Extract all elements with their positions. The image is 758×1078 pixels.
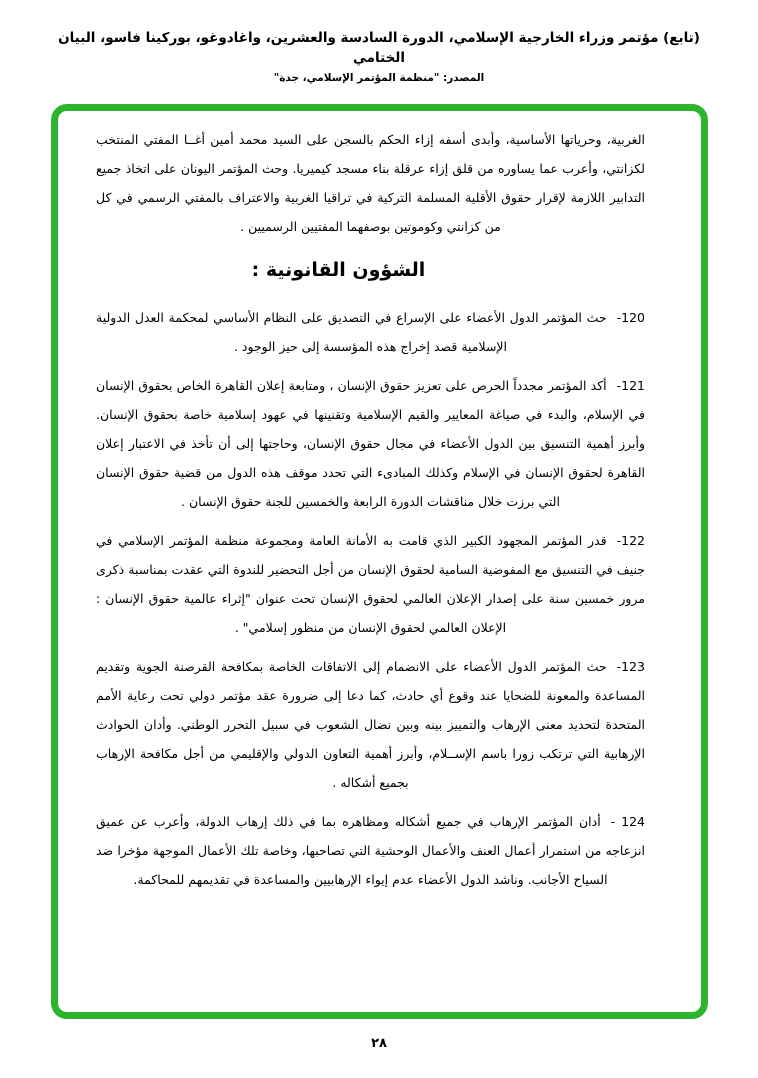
paragraph-123-text: حث المؤتمر الدول الأعضاء على الانضمام إلى الاتفاقات الخاصة بمكافحة القرصنة الجوية وتقديم المساعدة والمعونة للضحايا عند وقوع أي حادث، كما دعا إلى ضرورة عقد مؤتمر دولي تحت رعاية الأمم المتحدة لتحديد معنى الإرهاب والتمييز بينه وبين نضال الشعوب في سبيل التحرر الوطني. وأدان الحوادث الإرهابية التي ترتكب زورا باسم الإســلام، وأبرز أهمية التعاون الدولي والإقليمي من أجل مكافحة الإرهاب بجميع أشكاله . [96,659,645,790]
content-frame [51,104,708,1019]
paragraph-122 [96,526,645,642]
paragraph-124 [96,807,645,894]
intro-paragraph: الغربية، وحرياتها الأساسية، وأبدى أسفه إزاء الحكم بالسجن على السيد محمد أمين أغــا المفتي المنتخب لكزانتي، وأعرب عما يساوره من قلق إزاء عرقلة بناء مسجد كيميريا. وحث المؤتمر اليونان على اتخاذ جميع التدابير اللازمة لإقرار حقوق الأقلية المسلمة التركية في تراقيا الغربية والاعتراف بالمفتي الرسمي في كل من كزانتي وكوموتين بوصفهما المفتيين الرسميين . [96,132,645,234]
paragraph-122-text: قدر المؤتمر المجهود الكبير الذي قامت به الأمانة العامة ومجموعة منظمة المؤتمر الإسلامي في جنيف في التنسيق مع المفوضية السامية لحقوق الإنسان من أجل التحضير للندوة التي عقدت بمناسبة ذكرى مرور خمسين سنة على إصدار الإعلان العالمي لحقوق الإنسان تحت عنوان "إثراء عالمية حقوق الإنسان : الإعلان العالمي لحقوق الإنسان من منظور إسلامي" . [96,533,645,635]
paragraph-122-number: 122- [616,533,645,548]
paragraph-124-number: 124 - [610,814,646,829]
header-title: (تابع) مؤتمر وزراء الخارجية الإسلامي، الدورة السادسة والعشرين، واغادوغو، بوركينا فاسو، البيان الختامي [58,30,700,66]
page-number: ٢٨ [371,1036,387,1051]
header-source: المصدر: "منظمة المؤتمر الإسلامي، جدة" [273,72,485,84]
paragraph-121-text: أكد المؤتمر مجدداً الحرص على تعزيز حقوق الإنسان ، ومتابعة إعلان القاهرة الخاص بحقوق الإنسان في الإسلام، والبدء في صياغة المعايير والقيم الإسلامية وتقنينها في عهود إسلامية خاصة بحقوق الإنسان. وأبرز أهمية التنسيق بين الدول الأعضاء في مجال حقوق الإنسان، وحاجتها إلى أن تأخذ في الاعتبار إعلان القاهرة لحقوق الإنسان في الإسلام وكذلك المبادىء التي تحدد موقف هذه الدول من قضية حقوق الإنسان التي برزت خلال مناقشات الدورة الرابعة والخمسين للجنة حقوق الإنسان . [96,378,645,509]
paragraph-124-text: أدان المؤتمر الإرهاب في جميع أشكاله ومظاهره بما في ذلك إرهاب الدولة، وأعرب عن عميق انزعاجه من استمرار أعمال العنف والأعمال الوحشية التي تصاحبها، وخاصة تلك الأعمال الموجهة مؤخرا ضد السياح الأجانب. وناشد الدول الأعضاء عدم إيواء الإرهابيين والمساعدة في تقديمهم للمحاكمة. [96,814,645,887]
paragraph-123 [96,652,645,797]
paragraph-120-number: 120- [616,310,645,325]
paragraph-123-number: 123- [616,659,645,674]
paragraph-121 [96,371,645,516]
section-title: الشؤون القانونية : [251,259,426,281]
paragraph-120 [96,303,645,361]
page-header [0,28,758,86]
paragraph-120-text: حث المؤتمر الدول الأعضاء على الإسراع في التصديق على النظام الأساسي لمحكمة العدل الدولية الإسلامية قصد إخراج هذه المؤسسة إلى حيز الوجود . [96,310,607,354]
paragraph-121-number: 121- [616,378,645,393]
